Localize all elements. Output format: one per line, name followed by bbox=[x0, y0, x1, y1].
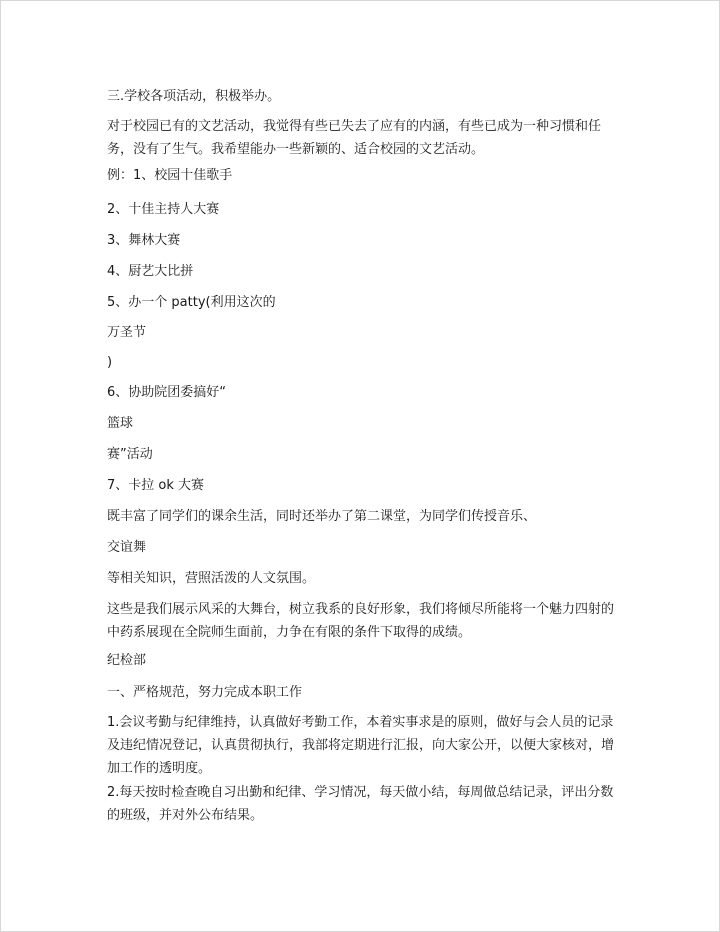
section-heading-discipline-department: 纪检部 bbox=[107, 653, 147, 668]
list-item-7: 7、卡拉 ok 大赛 bbox=[107, 478, 205, 493]
list-item-2: 2、十佳主持人大赛 bbox=[107, 202, 220, 217]
list-item-5: 5、办一个 patty(利用这次的 bbox=[107, 295, 276, 310]
list-item-6: 6、协助院团委搞好“ bbox=[107, 385, 227, 400]
list-item-5-closing: ) bbox=[107, 355, 113, 370]
paragraph-enriched-life: 既丰富了同学们的课余生活，同时还举办了第二课堂，为同学们传授音乐、 bbox=[107, 509, 537, 524]
list-item-3: 3、舞林大赛 bbox=[107, 233, 181, 248]
paragraph-stage: 这些是我们展示风采的大舞台，树立我系的良好形象，我们将倾尽所能将一个魅力四射的中药系展现在全院师生面前，力争在有限的条件下取得的成绩。 bbox=[107, 602, 615, 640]
paragraph-daily-inspection: 2.每天按时检查晚自习出勤和纪律、学习情况，每天做小结，每周做总结记录，评出分数的班级，并对外公布结果。 bbox=[107, 785, 614, 823]
paragraph-enriched-life-continued: 交谊舞 bbox=[107, 540, 147, 555]
list-item-6-closing: 赛”活动 bbox=[107, 447, 153, 462]
list-item-1: 例：1、校园十佳歌手 bbox=[107, 168, 233, 183]
paragraph-meeting-attendance: 1.会议考勤与纪律维持，认真做好考勤工作，本着实事求是的原则，做好与会人员的记录及违纪情况登记，认真贯彻执行，我部将定期进行汇报，向大家公开，以便大家核对，增加工作的透明度。 bbox=[107, 715, 615, 776]
list-item-6-continued: 篮球 bbox=[107, 416, 134, 431]
paragraph-enriched-life-closing: 等相关知识，营照活泼的人文氛围。 bbox=[107, 571, 316, 586]
section-heading-school-activities: 三.学校各项活动，积极举办。 bbox=[107, 89, 281, 104]
list-item-5-continued: 万圣节 bbox=[107, 325, 147, 340]
subheading-strict-standards: 一、严格规范，努力完成本职工作 bbox=[107, 685, 303, 700]
list-item-4: 4、厨艺大比拼 bbox=[107, 264, 194, 279]
paragraph-cultural-activities: 对于校园已有的文艺活动，我觉得有些已失去了应有的内涵，有些已成为一种习惯和任务，没有了生气。我希望能办一些新颖的、适合校园的文艺活动。 bbox=[107, 119, 602, 157]
